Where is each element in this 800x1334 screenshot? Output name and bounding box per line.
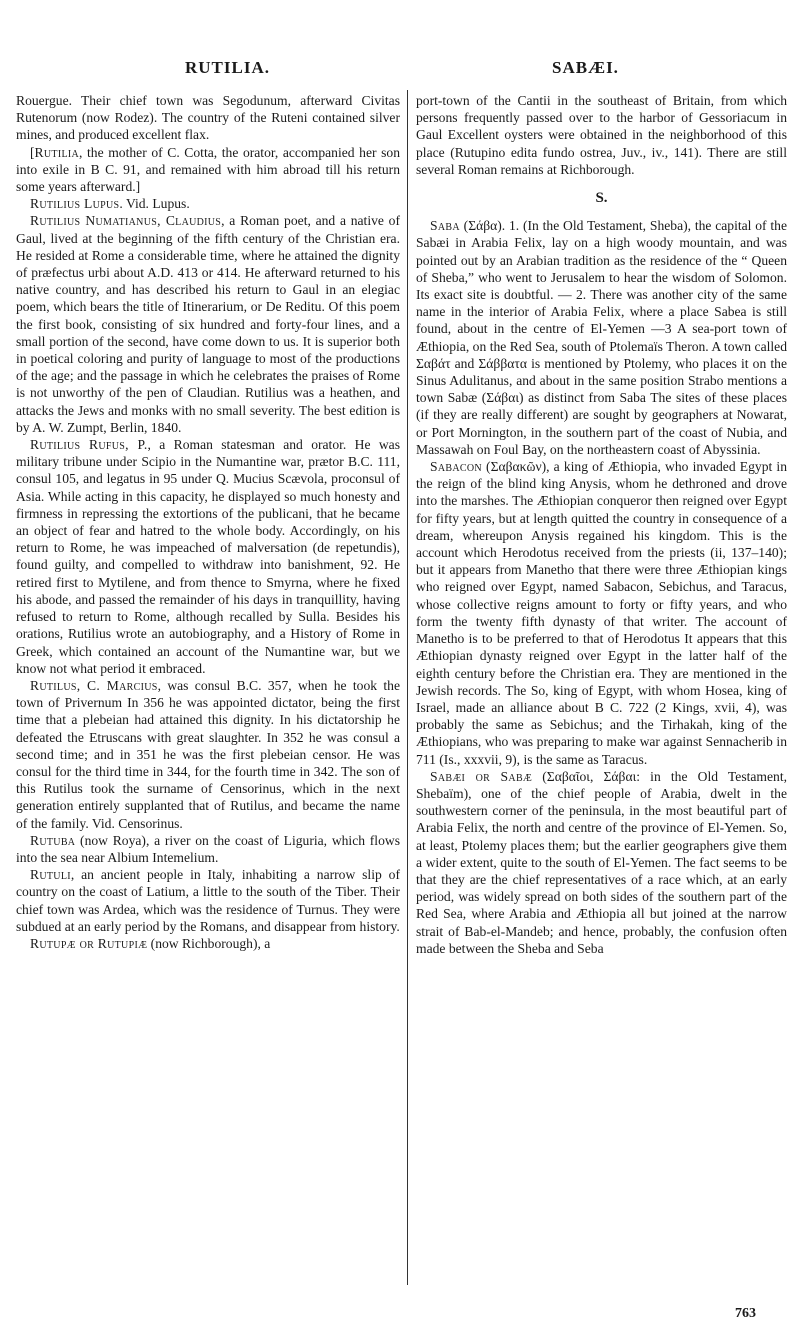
left-entries <box>16 92 400 952</box>
entry-text: (now Richborough), a <box>147 935 271 951</box>
entry-text: (Σαβακῶν), a king of Æthiopia, who invaded Egypt in the reign of the blind king Anysis, whom he dethroned and drove into the marshes. The Æthiopian conqueror then reigned over Egypt for fifty years, but at length quitted the country in consequence of a dream, whereupon Anysis regained his kingdom. This is the account which Herodotus received from the priests (ii, 137–140); but it appears from Manetho that there were three Æthiopian kings who reigned over Egypt, named Sabacon, Sebichus, and Taracus, whose collective reigns amount to forty or fifty years, and who form the twenty fifth dynasty of that writer. The account of Manetho is to be preferred to that of Herodotus It appears that this Æthiopian dynasty reigned over Egypt in the latter half of the eighth century before the Christian era. They are mentioned in the Jewish records. The So, king of Egypt, with whom Hosea, king of Israel, made an alliance about B C. 722 (2 Kings, xvii, 4), was probably the same as Sebichus; and the Tirhakah, king of the Æthiopians, who was preparing to make war against Sennacherib in 711 (Is., xxxvii, 9), is the same as Taracus. <box>416 459 787 767</box>
right-column <box>416 92 787 957</box>
entry-headword: Rutilius Numatianus, Claudius <box>30 213 222 229</box>
entry-text: (Σάβα). 1. (In the Old Testament, Sheba), the capital of the Sabæi in Arabia Felix, lay on a high woody mountain, and was pointed out by an Arabian tradition as the residence of the “ Queen of Sheba,” who went to Jerusalem to hear the wisdom of Solomon. Its exact site is doubtful. — 2. There was another city of the same name in the interior of Arabia Felix, where a place Sabea is still found, about in the centre of El-Yemen —3 A sea-port town of Æthiopia, on the Red Sea, south of Ptolemaïs Theron. A town called Σαβάτ and Σάββατα is mentioned by Ptolemy, who places it on the Sinus Adulitanus, and about in the same position Strabo mentions a town Sabæ (Σάβαι) as distinct from Saba The sites of these places (if they are really different) are sought by geographers at Nowarat, or Port Mornington, in the southern part of the coast of Nubia, and Massawah on Foul Bay, on the northeastern coast of Abyssinia. <box>416 218 787 457</box>
entry-text: , the mother of C. Cotta, the orator, accompanied her son into exile in B C. 91, and remained with him abroad till his return some years afterward.] <box>16 144 400 195</box>
dictionary-entry <box>16 935 400 952</box>
right-entries <box>416 217 787 957</box>
entry-text: . Vid. Lupus. <box>119 196 190 212</box>
entry-headword: Rutuba <box>30 832 76 848</box>
dictionary-entry <box>16 866 400 935</box>
entry-headword: Rutilia <box>34 144 80 160</box>
entry-text: , a Roman statesman and orator. He was military tribune under Scipio in the Numantine war, prætor B.C. 111, consul 105, and legatus in 95 under Q. Mucius Scævola, proconsul of Asia. While acting in this capacity, he displayed so much honesty and firmness in repressing the extortions of the publicani, that he became an object of fear and hatred to the whole body. Accordingly, on his return to Rome, he was impeached of malversation (de repetundis), found guilty, and compelled to withdraw into banishment, 92. He retired first to Mytilene, and from thence to Smyrna, where he fixed his abode, and passed the remainder of his days in tranquillity, having refused to return to Rome, although recalled by Sulla. Besides his orations, Rutilius wrote an autobiography, and a History of Rome in Greek, which contained an account of the Numantine war, but we know not what period it embraced. <box>16 437 400 676</box>
running-header <box>0 58 800 82</box>
continued-entry: port-town of the Cantii in the southeast of Britain, from which persons frequently passed over to the harbor of Gessoriacum in Gaul Excellent oysters were obtained in the neighborhood of this place (Rutupino edita fundo ostrea, Juv., iv., 141). There are still several Roman remains at Richborough. <box>416 93 787 177</box>
entry-text: (Σαβαῖοι, Σάβαι: in the Old Testament, Shebaïm), one of the chief people of Arabia, dwelt in the southwestern corner of the peninsula, in the most beautiful part of Arabia Felix, the north and centre of the province of El-Yemen. So, at least, Ptolemy places them; but the earlier geographers give them a wider extent, quite to the south of El-Yemen. The fact seems to be that they are the chief representatives of a race which, at an early period, was widely spread on both sides of the southern part of the Red Sea, where Arabia and Æthiopia all but joined at the narrow strait of Bab-el-Mandeb; and hence, probably, the confusion often made between the Sheba and Seba <box>416 768 787 956</box>
dictionary-entry <box>16 144 400 196</box>
dictionary-entry <box>16 195 400 212</box>
entry-text: (now Roya), a river on the coast of Liguria, which flows into the sea near Albium Intemelium. <box>16 832 400 865</box>
entry-headword: Rutilius Rufus, P. <box>30 437 148 453</box>
entry-headword: Saba <box>430 218 460 234</box>
running-head-left: RUTILIA. <box>185 58 270 77</box>
dictionary-entry <box>416 768 787 957</box>
entry-headword: Sabacon <box>430 459 482 475</box>
dictionary-entry <box>16 677 400 832</box>
running-head-right: SABÆI. <box>552 58 619 77</box>
entry-text: , was consul B.C. 357, when he took the town of Privernum In 356 he was appointed dictator, being the first time that a plebeian had attained this dignity. In his dictatorship he defeated the Etruscans with great slaughter. In 352 he was consul a second time; and in 351 he was the first plebeian censor. He was consul for the third time in 344, for the fourth time in 342. The son of this Rutilus took the surname of Censorinus, which in the next generation entirely supplanted that of Rutilus, and became the name of the family. Vid. Censorinus. <box>16 677 400 831</box>
column-divider <box>407 90 408 1285</box>
entry-text: , a Roman poet, and a native of Gaul, lived at the beginning of the fifth century of the Christian era. He resided at Rome a considerable time, where he attained the dignity of præfectus urbi about A.D. 413 or 414. He afterward returned to his native country, and has described his return to Gaul in an elegiac poem, which bears the title of Itinerarium, or De Reditu. Of this poem the first book, consisting of six hundred and forty-four lines, and a small portion of the second, have come down to us. It is superior both in poetical coloring and purity of language to most of the productions of the age; and the passage in which he celebrates the praises of Rome is not unworthy of the pen of Claudian. Rutilius was a heathen, and attacks the Jews and monks with no small severity. The best edition is by A. W. Zumpt, Berlin, 1840. <box>16 213 400 435</box>
entry-headword: Rutilus, C. Marcius <box>30 677 158 693</box>
page-number: 763 <box>735 1306 756 1321</box>
left-column <box>16 92 400 952</box>
dictionary-entry <box>416 217 787 458</box>
dictionary-entry <box>16 436 400 677</box>
dictionary-entry <box>16 832 400 866</box>
entry-headword: Sabæi or Sabæ <box>430 768 533 784</box>
entry-headword: Rutuli <box>30 867 71 883</box>
entry-prefix: [ <box>30 144 35 160</box>
entry-text: , an ancient people in Italy, inhabiting a narrow slip of country on the coast of Latium, a little to the south of the Tiber. Their chief town was Ardea, which was the residence of Turnus. They were subdued at an early period by the Romans, and disappear from history. <box>16 867 400 934</box>
entry-text: Rouergue. Their chief town was Segodunum, afterward Civitas Rutenorum (now Rodez). The country of the Ruteni contained silver mines, and produced excellent flax. <box>16 93 400 143</box>
dictionary-entry <box>16 92 400 144</box>
section-letter: S. <box>595 190 608 207</box>
dictionary-entry <box>16 212 400 436</box>
entry-headword: Rutupæ or Rutupiæ <box>30 935 148 951</box>
dictionary-entry <box>416 458 787 768</box>
entry-headword: Rutilius Lupus <box>30 196 120 212</box>
